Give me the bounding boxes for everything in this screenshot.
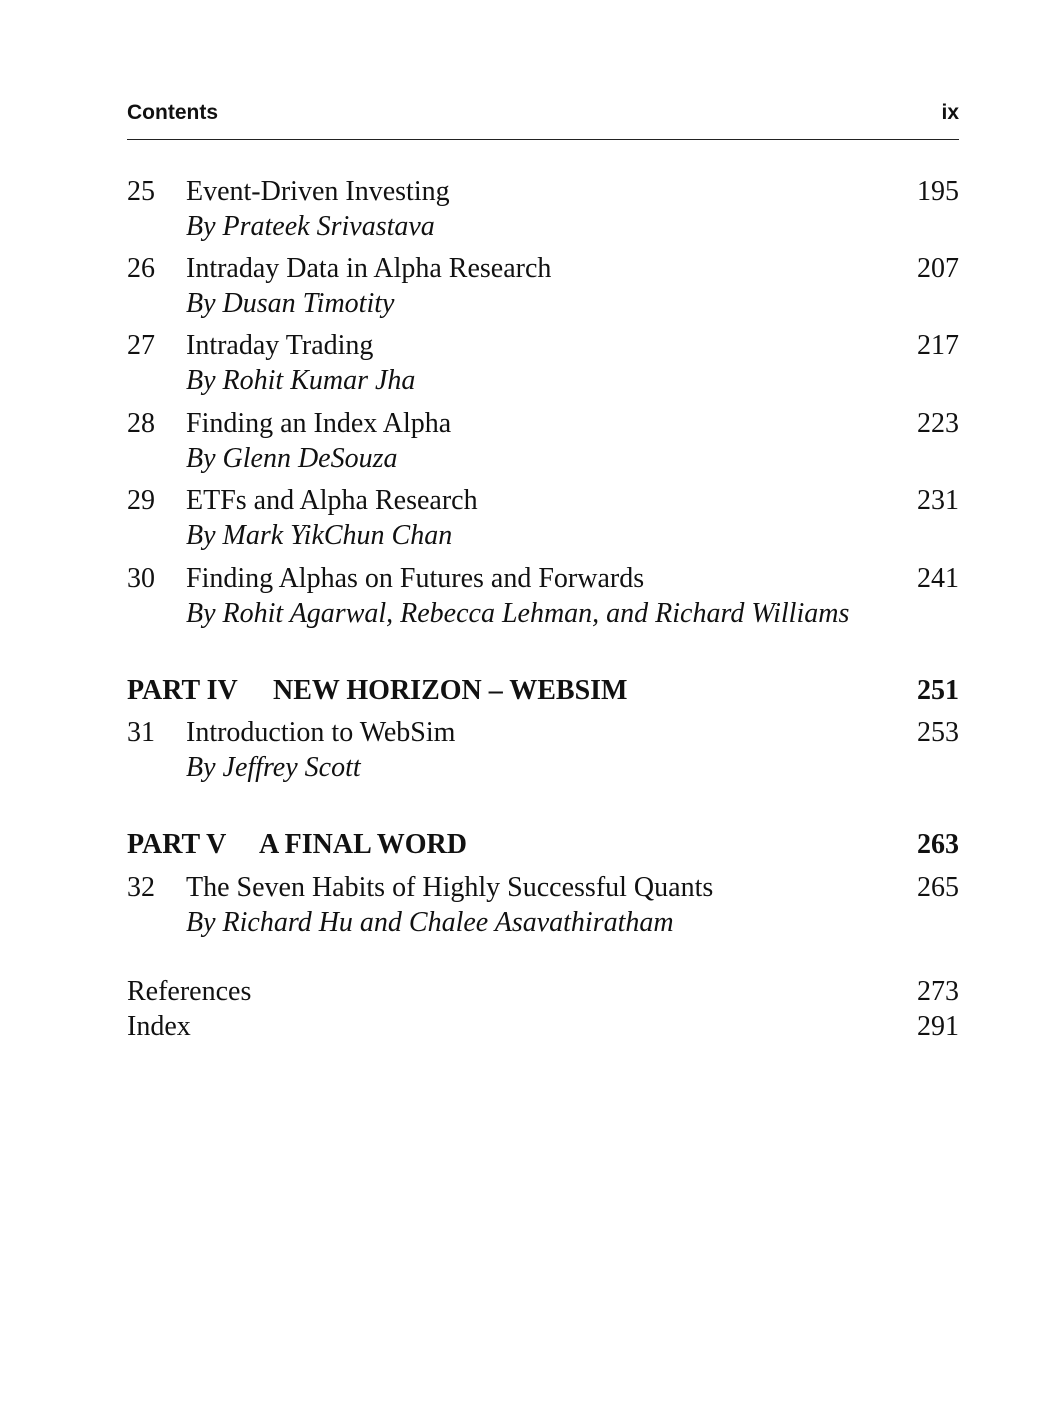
chapter-author: By Glenn DeSouza: [186, 443, 398, 474]
chapter-number: 27: [127, 330, 155, 361]
chapter-author: By Mark YikChun Chan: [186, 520, 453, 551]
chapter-title[interactable]: Intraday Data in Alpha Research: [186, 253, 552, 284]
chapter-title[interactable]: Finding Alphas on Futures and Forwards: [186, 563, 645, 594]
part-title[interactable]: A FINAL WORD: [259, 829, 467, 860]
chapter-page[interactable]: 231: [917, 485, 959, 516]
back-matter-page[interactable]: 291: [917, 1011, 959, 1042]
chapter-page[interactable]: 265: [917, 872, 959, 903]
chapter-number: 26: [127, 253, 155, 284]
back-matter-page[interactable]: 273: [917, 976, 959, 1007]
chapter-title[interactable]: ETFs and Alpha Research: [186, 485, 478, 516]
chapter-page[interactable]: 207: [917, 253, 959, 284]
chapter-author: By Rohit Agarwal, Rebecca Lehman, and Richard Williams: [186, 598, 850, 629]
chapter-number: 28: [127, 408, 155, 439]
chapter-number: 25: [127, 176, 155, 207]
back-matter-title[interactable]: Index: [127, 1011, 191, 1042]
chapter-number: 31: [127, 717, 155, 748]
chapter-title[interactable]: Event-Driven Investing: [186, 176, 450, 207]
header-rule: [127, 139, 959, 140]
chapter-title[interactable]: The Seven Habits of Highly Successful Quants: [186, 872, 714, 903]
running-head: [127, 101, 959, 129]
chapter-page[interactable]: 195: [917, 176, 959, 207]
part-label: PART IV: [127, 675, 238, 706]
chapter-number: 32: [127, 872, 155, 903]
part-page[interactable]: 251: [917, 675, 959, 706]
chapter-page[interactable]: 253: [917, 717, 959, 748]
chapter-number: 30: [127, 563, 155, 594]
chapter-page[interactable]: 223: [917, 408, 959, 439]
chapter-title[interactable]: Finding an Index Alpha: [186, 408, 452, 439]
chapter-author: By Dusan Timotity: [186, 288, 395, 319]
chapter-author: By Jeffrey Scott: [186, 752, 361, 783]
chapter-number: 29: [127, 485, 155, 516]
contents-page: [127, 0, 959, 1416]
chapter-page[interactable]: 241: [917, 563, 959, 594]
chapter-page[interactable]: 217: [917, 330, 959, 361]
part-title[interactable]: NEW HORIZON – WEBSIM: [273, 675, 628, 706]
part-label: PART V: [127, 829, 227, 860]
running-head-title: Contents: [127, 101, 218, 124]
chapter-author: By Richard Hu and Chalee Asavathiratham: [186, 907, 674, 938]
chapter-title[interactable]: Introduction to WebSim: [186, 717, 456, 748]
chapter-author: By Rohit Kumar Jha: [186, 365, 416, 396]
chapter-title[interactable]: Intraday Trading: [186, 330, 374, 361]
chapter-author: By Prateek Srivastava: [186, 211, 435, 242]
part-page[interactable]: 263: [917, 829, 959, 860]
page-folio: ix: [941, 101, 959, 124]
back-matter-title[interactable]: References: [127, 976, 252, 1007]
